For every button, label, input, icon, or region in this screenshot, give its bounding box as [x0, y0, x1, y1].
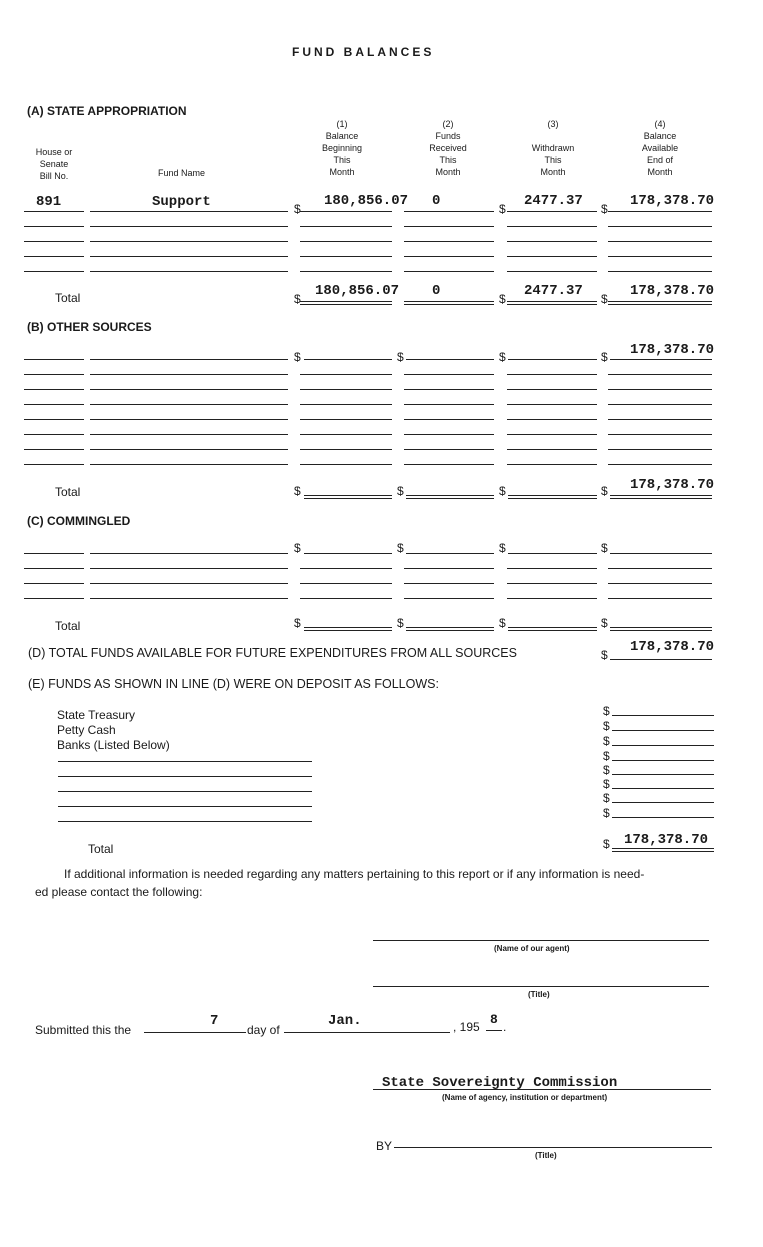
col-bill-header: House or Senate Bill No. — [35, 147, 73, 181]
submitted-prefix: Submitted this the — [35, 1023, 132, 1037]
b-total-label: Total — [55, 485, 81, 499]
c-row-dollar-2: $ — [397, 541, 404, 555]
contact-text-1: If additional information is needed regarding any matters pertaining to this report or if any information is need- — [64, 867, 645, 881]
a-row-c4: 178,378.70 — [630, 193, 715, 209]
b-row-dollar-4: $ — [601, 350, 608, 364]
b-row-dollar-1: $ — [294, 350, 301, 364]
b-total-dollar-1: $ — [294, 484, 301, 498]
b-row-dollar-3: $ — [499, 350, 506, 364]
line-d-value: 178,378.70 — [630, 639, 715, 655]
a-total-dollar-4: $ — [601, 292, 608, 306]
submitted-month: Jan. — [328, 1013, 362, 1029]
agent-caption: (Name of our agent) — [494, 944, 570, 953]
agent-title-caption: (Title) — [528, 990, 550, 999]
submitted-year-prefix: , 195 — [453, 1020, 480, 1034]
by-signature-line[interactable] — [394, 1147, 712, 1148]
deposit-banks: Banks (Listed Below) — [57, 738, 170, 752]
a-row-bill: 891 — [36, 194, 62, 210]
col2-header: (2) Funds Received This Month — [429, 119, 467, 177]
by-caption: (Title) — [535, 1151, 557, 1160]
a-total-c4: 178,378.70 — [630, 283, 715, 299]
submitted-period: . — [503, 1020, 507, 1034]
a-total-c3: 2477.37 — [524, 283, 583, 299]
c-total-dollar-3: $ — [499, 616, 506, 630]
a-row-dollar-3: $ — [499, 202, 506, 216]
c-total-dollar-1: $ — [294, 616, 301, 630]
a-row-c2: 0 — [432, 193, 441, 209]
c-row-dollar-1: $ — [294, 541, 301, 555]
c-row-dollar-3: $ — [499, 541, 506, 555]
line-d-label: (D) TOTAL FUNDS AVAILABLE FOR FUTURE EXPENDITURES FROM ALL SOURCES — [28, 646, 517, 660]
submitted-year-digit: 8 — [490, 1012, 498, 1027]
a-total-c2: 0 — [432, 283, 441, 299]
line-e-label: (E) FUNDS AS SHOWN IN LINE (D) WERE ON DEPOSIT AS FOLLOWS: — [28, 677, 439, 691]
c-total-dollar-4: $ — [601, 616, 608, 630]
a-total-dollar-3: $ — [499, 292, 506, 306]
agent-title-line[interactable] — [373, 986, 709, 987]
b-row-dollar-2: $ — [397, 350, 404, 364]
contact-text-2: ed please contact the following: — [35, 885, 203, 899]
agency-name: State Sovereignty Commission — [382, 1075, 618, 1091]
section-a-heading: (A) STATE APPROPRIATION — [27, 104, 187, 118]
agency-caption: (Name of agency, institution or department) — [442, 1093, 608, 1102]
section-c-heading: (C) COMMINGLED — [27, 514, 131, 528]
b-total-dollar-4: $ — [601, 484, 608, 498]
b-row-c4: 178,378.70 — [630, 342, 715, 358]
deposit-state-treasury: State Treasury — [57, 708, 136, 722]
line-d-dollar: $ — [601, 648, 608, 662]
a-row-c1: 180,856.07 — [324, 193, 409, 209]
submitted-day-of: day of — [247, 1023, 280, 1037]
page-title: FUND BALANCES — [292, 45, 435, 59]
section-b-heading: (B) OTHER SOURCES — [27, 320, 152, 334]
line-e-total-dollar: $ — [603, 837, 610, 851]
a-total-dollar-1: $ — [294, 292, 301, 306]
deposit-petty-cash: Petty Cash — [57, 723, 116, 737]
col1-header: (1) Balance Beginning This Month — [321, 119, 363, 177]
line-e-total-value: 178,378.70 — [624, 832, 709, 848]
submitted-day: 7 — [210, 1013, 219, 1029]
by-label: BY — [376, 1139, 393, 1153]
b-total-dollar-2: $ — [397, 484, 404, 498]
c-total-label: Total — [55, 619, 81, 633]
line-e-total-label: Total — [88, 842, 114, 856]
c-total-dollar-2: $ — [397, 616, 404, 630]
col-fund-header: Fund Name — [158, 168, 206, 178]
b-total-dollar-3: $ — [499, 484, 506, 498]
a-row-c3: 2477.37 — [524, 193, 583, 209]
c-row-dollar-4: $ — [601, 541, 608, 555]
a-row-dollar-1: $ — [294, 202, 301, 216]
b-total-c4: 178,378.70 — [630, 477, 715, 493]
agent-name-line[interactable] — [373, 940, 709, 941]
a-total-label: Total — [55, 291, 81, 305]
col4-header: (4) Balance Available End of Month — [641, 119, 679, 177]
a-row-dollar-4: $ — [601, 202, 608, 216]
a-total-c1: 180,856.07 — [315, 283, 400, 299]
a-row-fund: Support — [152, 194, 211, 210]
col3-header: (3) Withdrawn This Month — [531, 119, 575, 177]
